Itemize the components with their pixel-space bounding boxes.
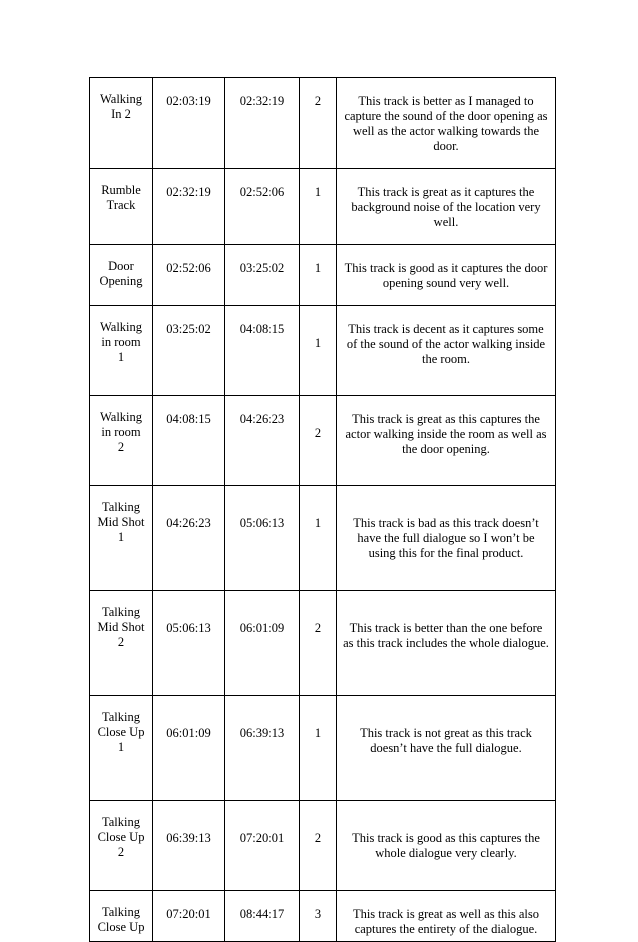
track-description-cell: This track is better than the one before as this track includes the whole dialogue. (337, 591, 556, 696)
table-row (90, 396, 556, 486)
table-row (90, 78, 556, 169)
track-name-line: Walking (99, 320, 143, 334)
track-name-line: 1 (117, 530, 125, 544)
track-name-line: Talking (101, 905, 140, 919)
table-row (90, 306, 556, 396)
take-number-cell: 2 (300, 801, 337, 891)
table-row (90, 891, 556, 942)
track-name-line: Rumble (101, 183, 141, 197)
time-in-cell: 06:39:13 (153, 801, 225, 891)
take-number-cell: 1 (300, 169, 337, 245)
time-in-cell: 02:03:19 (153, 78, 225, 169)
track-name-line: Door (108, 259, 134, 273)
track-name-line: Track (106, 198, 136, 212)
take-number-cell: 3 (300, 891, 337, 942)
time-in-cell: 04:26:23 (153, 486, 225, 591)
track-name-cell (90, 486, 153, 591)
time-in-cell: 06:01:09 (153, 696, 225, 801)
time-out-cell: 02:32:19 (225, 78, 300, 169)
time-in-cell: 05:06:13 (153, 591, 225, 696)
track-name-cell (90, 396, 153, 486)
time-out-cell: 02:52:06 (225, 169, 300, 245)
track-name-line: Close Up (97, 830, 145, 844)
time-in-cell: 02:52:06 (153, 245, 225, 306)
track-name-line: Mid Shot (97, 515, 145, 529)
track-description-cell: This track is not great as this track doesn’t have the full dialogue. (337, 696, 556, 801)
track-description-cell: This track is decent as it captures some of the sound of the actor walking inside the room. (337, 306, 556, 396)
time-out-cell: 07:20:01 (225, 801, 300, 891)
track-name-line: Talking (101, 710, 140, 724)
track-name-line: 1 (117, 350, 125, 364)
track-name-cell (90, 591, 153, 696)
take-number-cell: 1 (300, 696, 337, 801)
time-out-cell: 04:26:23 (225, 396, 300, 486)
track-name-line: 2 (117, 635, 125, 649)
track-name-line: in room (101, 425, 141, 439)
take-number-cell: 1 (300, 486, 337, 591)
take-number-cell: 2 (300, 78, 337, 169)
time-out-cell: 05:06:13 (225, 486, 300, 591)
time-out-cell: 06:01:09 (225, 591, 300, 696)
time-out-cell: 04:08:15 (225, 306, 300, 396)
track-name-line: Close Up (97, 725, 145, 739)
track-description-cell: This track is good as this captures the whole dialogue very clearly. (337, 801, 556, 891)
track-name-line: Talking (101, 815, 140, 829)
track-description-cell: This track is good as it captures the door opening sound very well. (337, 245, 556, 306)
time-in-cell: 03:25:02 (153, 306, 225, 396)
time-out-cell: 06:39:13 (225, 696, 300, 801)
track-description-cell: This track is great as it captures the background noise of the location very well. (337, 169, 556, 245)
track-name-cell (90, 891, 153, 942)
table-row (90, 591, 556, 696)
time-in-cell: 04:08:15 (153, 396, 225, 486)
track-name-cell (90, 801, 153, 891)
track-name-cell (90, 78, 153, 169)
track-name-cell (90, 169, 153, 245)
audio-track-log-table (89, 77, 556, 942)
table-row (90, 486, 556, 591)
track-description-cell: This track is great as this captures the actor walking inside the room as well as the door opening. (337, 396, 556, 486)
table-row (90, 245, 556, 306)
take-number-cell: 2 (300, 591, 337, 696)
table-row (90, 801, 556, 891)
track-name-line: Walking (99, 92, 143, 106)
time-out-cell: 08:44:17 (225, 891, 300, 942)
track-name-cell (90, 696, 153, 801)
track-name-line: in room (101, 335, 141, 349)
track-name-line: Close Up (97, 920, 145, 934)
track-description-cell: This track is great as well as this also captures the entirety of the dialogue. (337, 891, 556, 942)
time-in-cell: 02:32:19 (153, 169, 225, 245)
take-number-cell: 1 (300, 245, 337, 306)
track-description-cell: This track is better as I managed to capture the sound of the door opening as well as the actor walking towards the door. (337, 78, 556, 169)
track-name-line: Opening (99, 274, 143, 288)
table-row (90, 696, 556, 801)
track-name-line: Talking (101, 500, 140, 514)
take-number-cell: 2 (300, 396, 337, 486)
table-row (90, 169, 556, 245)
track-name-line: 2 (117, 845, 125, 859)
track-name-line: Talking (101, 605, 140, 619)
track-name-line: 2 (117, 440, 125, 454)
track-description-cell: This track is bad as this track doesn’t have the full dialogue so I won’t be using this for the final product. (337, 486, 556, 591)
track-name-cell (90, 306, 153, 396)
take-number-cell: 1 (300, 306, 337, 396)
track-name-line: Mid Shot (97, 620, 145, 634)
track-name-line: In 2 (111, 107, 131, 121)
track-name-line: 1 (117, 740, 125, 754)
time-out-cell: 03:25:02 (225, 245, 300, 306)
track-name-line: Walking (99, 410, 143, 424)
time-in-cell: 07:20:01 (153, 891, 225, 942)
track-name-cell (90, 245, 153, 306)
